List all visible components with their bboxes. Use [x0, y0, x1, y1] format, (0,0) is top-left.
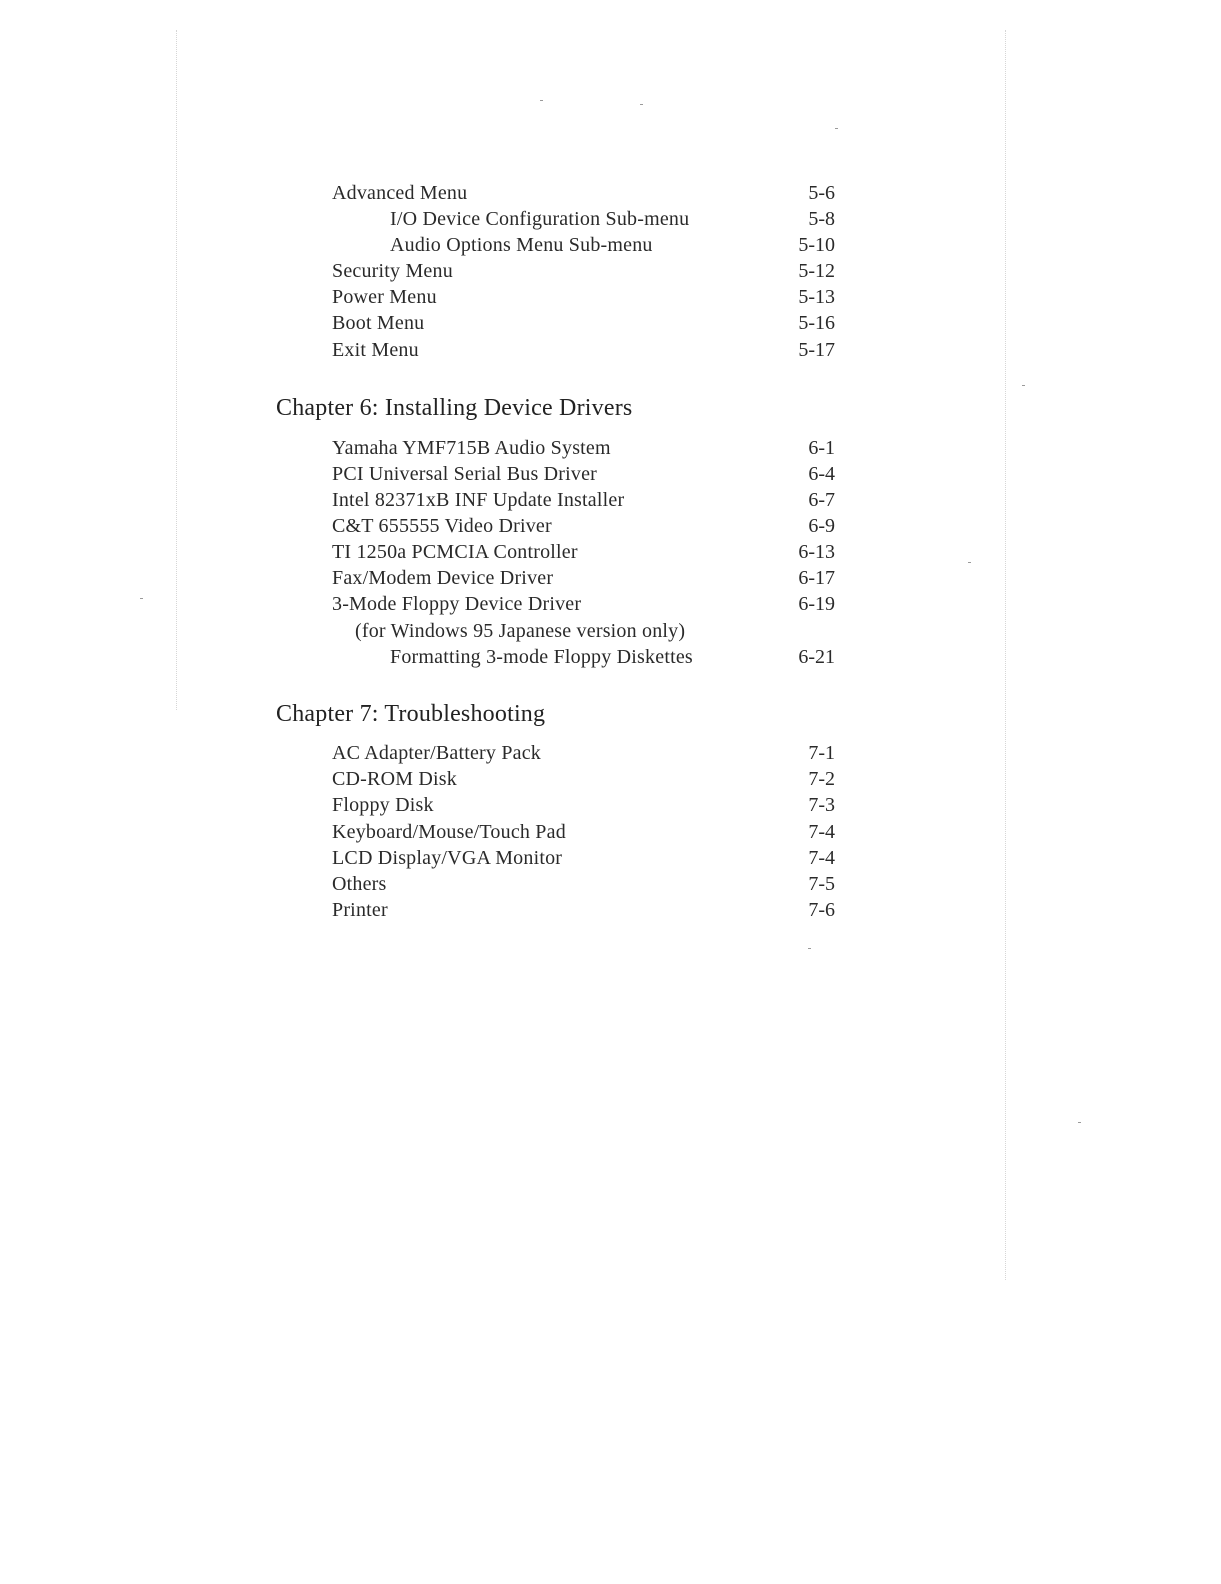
toc-entry[interactable]	[0, 740, 1221, 766]
toc-entry-page: 6-7	[808, 489, 835, 511]
toc-entry-label: CD-ROM Disk	[332, 768, 457, 790]
chapter-7-title[interactable]: Chapter 7: Troubleshooting	[276, 701, 546, 727]
scan-speck	[1078, 1122, 1081, 1123]
toc-entry-page: 5-17	[798, 339, 835, 361]
scan-speck	[1022, 385, 1025, 386]
toc-entry-label: Formatting 3-mode Floppy Diskettes	[390, 646, 693, 668]
toc-entry-label: Intel 82371xB INF Update Installer	[332, 489, 625, 511]
toc-entry[interactable]	[0, 792, 1221, 818]
toc-entry-page: 7-6	[808, 899, 835, 921]
toc-entry[interactable]	[0, 487, 1221, 513]
toc-entry[interactable]	[0, 871, 1221, 897]
toc-entry[interactable]	[0, 539, 1221, 565]
toc-entry-label: Yamaha YMF715B Audio System	[332, 437, 611, 459]
toc-entry-page: 5-6	[808, 182, 835, 204]
toc-entry[interactable]	[0, 337, 1221, 363]
toc-entry-label: Printer	[332, 899, 388, 921]
toc-entry-note	[0, 618, 1221, 644]
scan-speck	[808, 948, 811, 949]
toc-entry-label: Audio Options Menu Sub-menu	[390, 234, 653, 256]
toc-entry[interactable]	[0, 435, 1221, 461]
toc-entry-label: Keyboard/Mouse/Touch Pad	[332, 821, 566, 843]
toc-entry-page: 6-19	[798, 593, 835, 615]
chapter-6-title[interactable]: Chapter 6: Installing Device Drivers	[276, 395, 633, 421]
toc-entry-page: 5-13	[798, 286, 835, 308]
toc-entry-page: 7-4	[808, 821, 835, 843]
toc-entry-label: Security Menu	[332, 260, 453, 282]
toc-entry[interactable]	[0, 284, 1221, 310]
toc-entry-page: 6-13	[798, 541, 835, 563]
toc-entry-page: 7-3	[808, 794, 835, 816]
toc-entry-label: Boot Menu	[332, 312, 425, 334]
toc-entry-page: 5-12	[798, 260, 835, 282]
toc-entry[interactable]	[0, 232, 1221, 258]
toc-entry-page: 6-17	[798, 567, 835, 589]
toc-entry[interactable]	[0, 258, 1221, 284]
toc-entry-page: 5-10	[798, 234, 835, 256]
toc-entry-label: AC Adapter/Battery Pack	[332, 742, 541, 764]
toc-entry-page: 6-9	[808, 515, 835, 537]
toc-entry-page: 7-4	[808, 847, 835, 869]
scan-speck	[835, 128, 838, 129]
toc-entry[interactable]	[0, 565, 1221, 591]
toc-entry[interactable]	[0, 819, 1221, 845]
toc-entry-label: LCD Display/VGA Monitor	[332, 847, 563, 869]
toc-entry-label: Floppy Disk	[332, 794, 434, 816]
toc-entry-label: Power Menu	[332, 286, 437, 308]
toc-entry[interactable]	[0, 897, 1221, 923]
toc-entry-label: C&T 655555 Video Driver	[332, 515, 552, 537]
toc-entry-page: 7-2	[808, 768, 835, 790]
toc-entry-label: 3-Mode Floppy Device Driver	[332, 593, 582, 615]
toc-entry-page: 7-5	[808, 873, 835, 895]
toc-entry[interactable]	[0, 180, 1221, 206]
toc-entry-page: 6-21	[798, 646, 835, 668]
toc-entry-label: Exit Menu	[332, 339, 419, 361]
toc-entry[interactable]	[0, 461, 1221, 487]
scan-speck	[640, 104, 643, 105]
toc-entry[interactable]	[0, 310, 1221, 336]
toc-entry-page: 5-8	[808, 208, 835, 230]
toc-entry[interactable]	[0, 845, 1221, 871]
toc-entry[interactable]	[0, 644, 1221, 670]
toc-entry[interactable]	[0, 766, 1221, 792]
toc-entry-label: Fax/Modem Device Driver	[332, 567, 554, 589]
toc-entry[interactable]	[0, 591, 1221, 617]
toc-entry-label: I/O Device Configuration Sub-menu	[390, 208, 690, 230]
toc-entry-label: Advanced Menu	[332, 182, 468, 204]
toc-entry-page: 5-16	[798, 312, 835, 334]
toc-entry-page: 7-1	[808, 742, 835, 764]
scan-speck	[540, 100, 543, 101]
toc-entry-label: Others	[332, 873, 387, 895]
toc-entry-label: TI 1250a PCMCIA Controller	[332, 541, 578, 563]
toc-entry-page: 6-1	[808, 437, 835, 459]
toc-entry-label: (for Windows 95 Japanese version only)	[355, 620, 686, 642]
toc-entry-page: 6-4	[808, 463, 835, 485]
toc-entry[interactable]	[0, 206, 1221, 232]
toc-entry[interactable]	[0, 513, 1221, 539]
toc-entry-label: PCI Universal Serial Bus Driver	[332, 463, 598, 485]
